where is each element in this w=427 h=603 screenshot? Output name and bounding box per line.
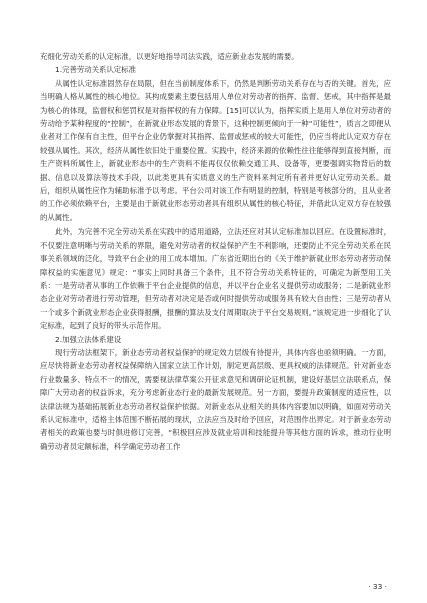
paragraph: 从属性认定标准固然存在局限，但在当前制度体系下，仍然是判断劳动关系存在与否的关键。首先，应当明确人格从属性的核心地位。其构成要素主要包括用人单位对劳动者的指挥、监督、惩戒，其中指挥是最为核心的体现，监督权和惩罚权是对指挥权的有力保障。[15]可以认为，指挥实质上是用人单位对劳动者的劳动给予某种程度的“控制”，在新就业形态发展的背景下，这种控制更倾向于一种“可能性”，质言之即便从业者对工作保有自主性，但平台企业仍掌握对其指挥、监督或惩戒的较大可能性，仍应当将此认定双方存在较强从属性。其次，经济从属性依旧处于重要位置。实践中，经济来源的依赖性往往能够得到直接判断，而生产资料所属性上，新就业形态中的生产资料不能再仅仅依赖交通工具、设备等，更要强调实物背后的数据、信息以及算法等技术手段，以此类更具有实质意义的生产资料来判定所有者并更好认定劳动关系。最后，组织从属性应作为辅助标准予以考虑。平台公司对该工作有明显的控制，特别是考核部分的，且从业者的工作必须依赖平台，主要是由于新就业形态劳动者具有组织从属性的核心特征，并借此认定双方存在较强的从属性。: [40, 78, 391, 222]
paragraph: 充细化劳动关系的认定标准，以更好地指导司法实践，适应新业态发展的需要。: [40, 52, 299, 61]
page-number: · 33 ·: [368, 582, 387, 591]
paragraph: 现行劳动法框架下，新业态劳动者权益保护的规定效力层级有待提升，具体内容也亟须明确。一方面，应尽快将新业态劳动者权益保障纳入国家立法工作计划，制定更高层级、更具权威的法律规范。针对新业态行业数量多、特点不一的情况，需要视法律草案公开征求意见和调研论证机制，建设好基层立法联系点，保障广大劳动者的权益诉求，充分考虑新业态行业的最新发展规范。另一方面，要提升政策制度的适应性，以法律法规为基础拓展新业态劳动者权益保护依据。对新业态从业相关的具体内容要加以明确，如面对劳动关系认定标准中，适格主体范围不断拓展的现状，立法应当及时给予回应，对范围作出界定。对于新业态劳动者相关的政策也要与时俱进修订完善，“积极回应涉及就业培训和技能提升等其他方面的诉求，推动行业明确劳动者员定额标准，科学确定劳动者工作: [40, 347, 391, 451]
section-heading: 2.加强立法体系建设: [55, 334, 122, 344]
body-text: [40, 50, 391, 453]
section-heading: 1.完善劳动关系认定标准: [55, 65, 136, 75]
paragraph: 此外，为完善不完全劳动关系在实践中的适用道路，立法还应对其认定标准加以回应。在设置标准时，不仅要注意明晰与劳动关系的界限，避免对劳动者的权益保护产生不利影响，还要防止不完全劳动关系在民事关系领域的泛化，导致平台企业的用工成本增加。广东省近期出台的《关于维护新就业形态劳动者劳动保障权益的实施意见》规定：“事实上同时具备三个条件，且不符合劳动关系特征的，可确定为新型用工关系：一是劳动者从事的工作依赖于平台企业提供的信息，并以平台企业名义提供劳动或服务；二是新就业形态企业对劳动者进行劳动管理，但劳动者对决定是否或何时提供劳动或服务具有较大自由性；三是劳动者从一个或多个新就业形态企业获得报酬，报酬的算法及支付周期取决于平台交易规则。”该规定进一步细化了认定标准，起到了良好的带头示范作用。: [40, 227, 391, 331]
